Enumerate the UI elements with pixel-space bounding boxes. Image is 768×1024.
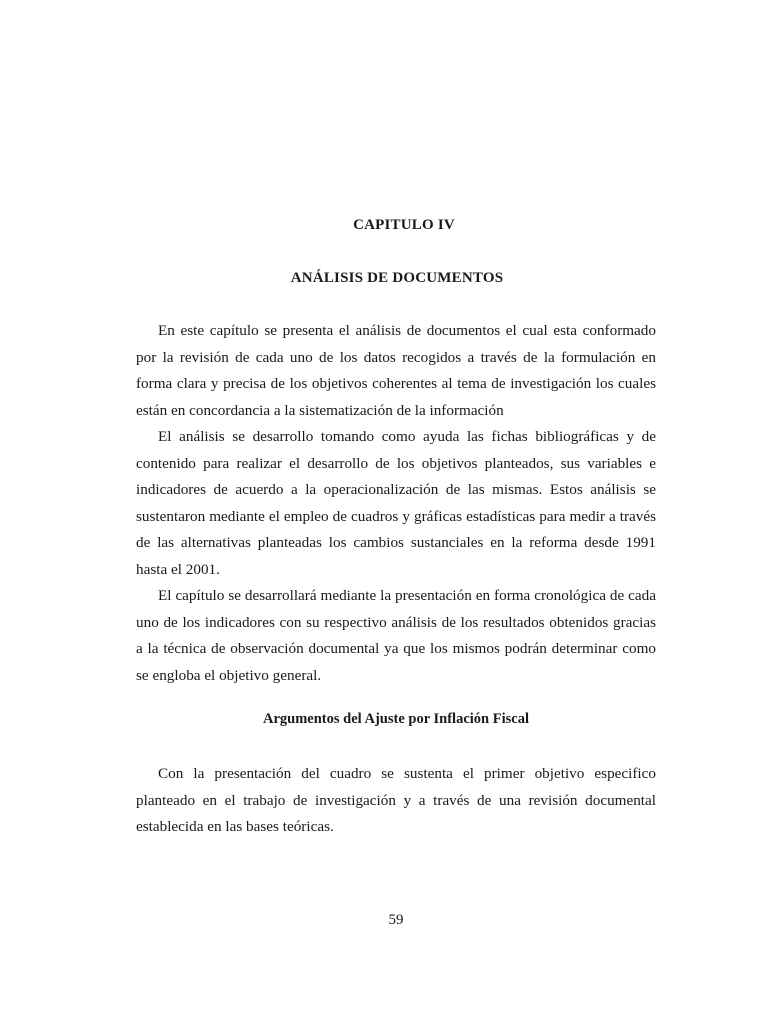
section-body [136,761,656,841]
paragraph: En este capítulo se presenta el análisis de documentos el cual esta conformado por la revisión de cada uno de los datos recogidos a través de la formulación en forma clara y precisa de los objetivos coherentes al tema de investigación los cuales están en concordancia a la sistematización de la información [136,322,656,419]
paragraph: El capítulo se desarrollará mediante la presentación en forma cronológica de cada uno de los indicadores con su respectivo análisis de los resultados obtenidos gracias a la técnica de observación documental ya que los mismos podrán determinar como se engloba el objetivo general. [136,587,656,684]
paragraph: Con la presentación del cuadro se sustenta el primer objetivo especifico planteado en el trabajo de investigación y a través de una revisión documental establecida en las bases teóricas. [136,765,656,835]
section-title: Argumentos del Ajuste por Inflación Fiscal [263,711,529,727]
paragraph: El análisis se desarrollo tomando como ayuda las fichas bibliográficas y de contenido para realizar el desarrollo de los objetivos planteados, sus variables e indicadores de acuerdo a la operacionalización de las mismas. Estos análisis se sustentaron mediante el empleo de cuadros y gráficas estadísticas para medir a través de las alternativas planteadas los cambios sustanciales en la reforma desde 1991 hasta el 2001. [136,428,656,578]
intro-body [136,318,656,689]
chapter-title: ANÁLISIS DE DOCUMENTOS [290,270,504,286]
chapter-label: CAPITULO IV [353,217,455,233]
page-number: 59 [388,912,404,928]
